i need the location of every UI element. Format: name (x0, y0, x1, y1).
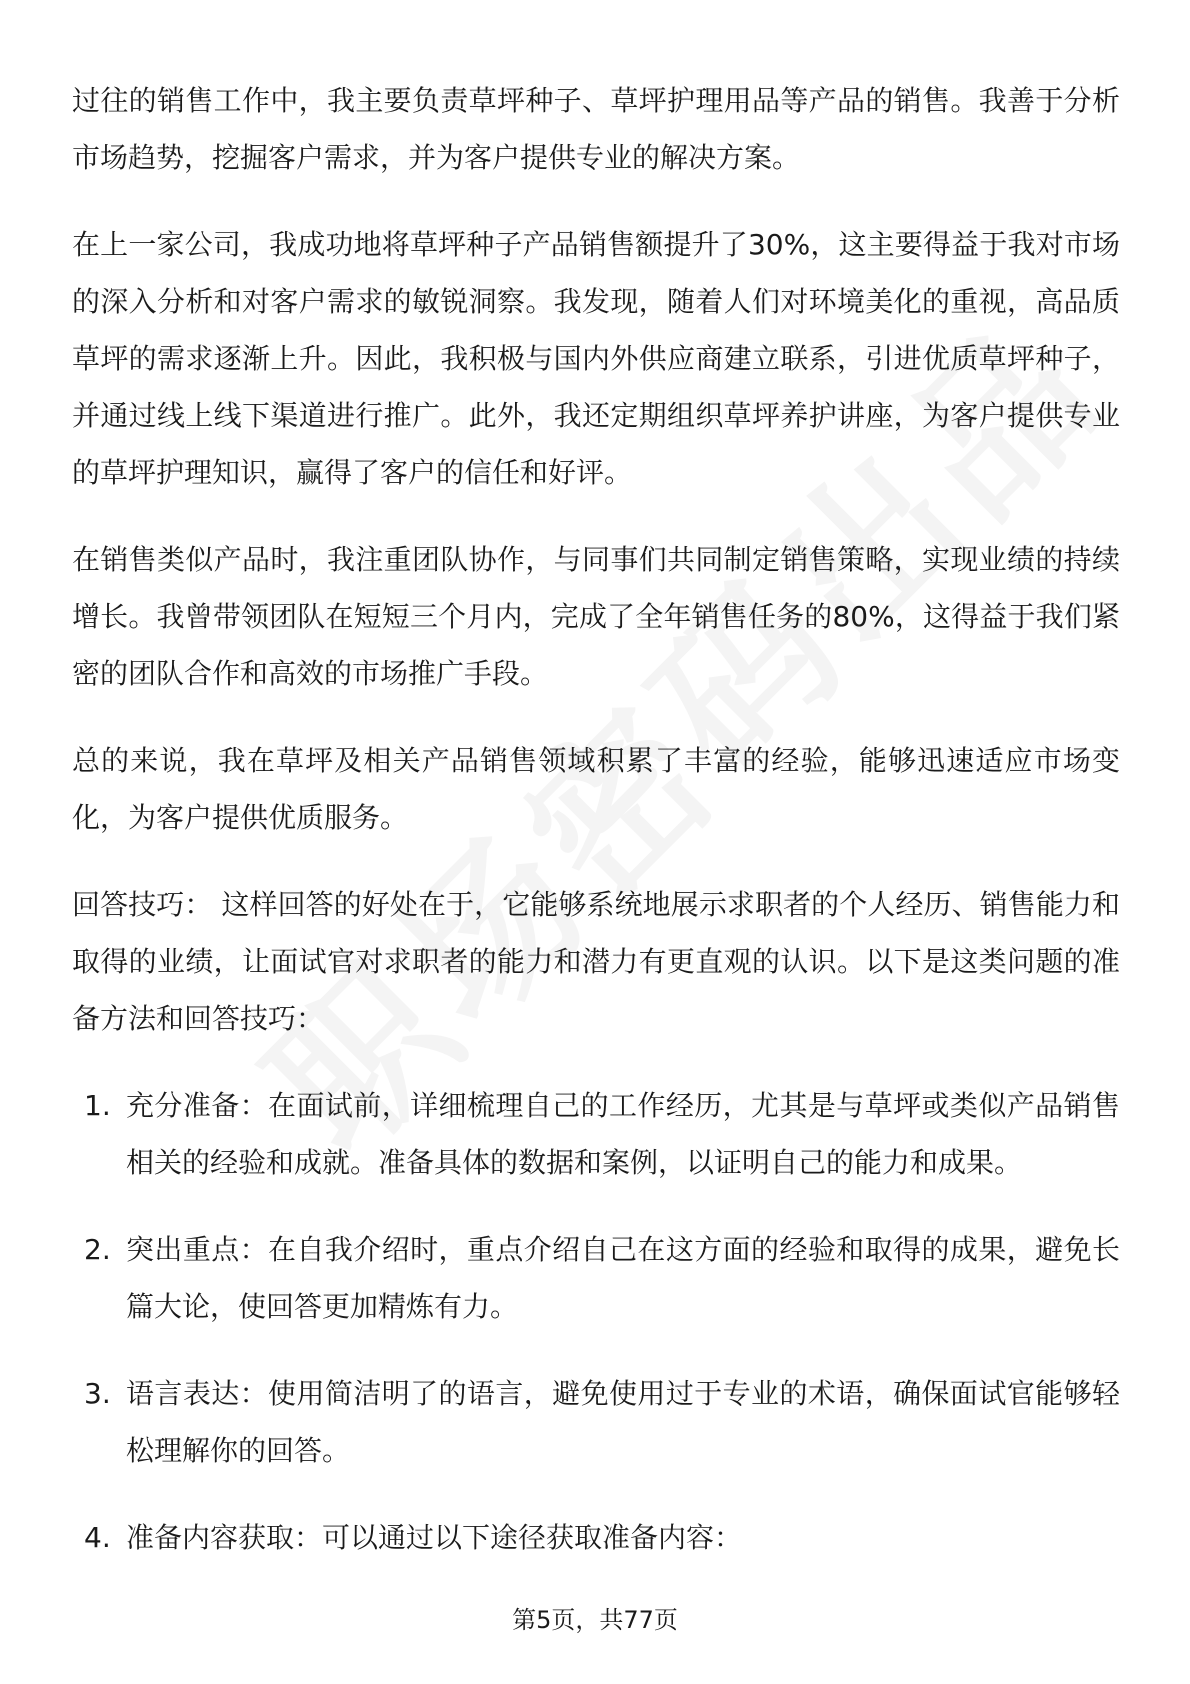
tips-list (72, 1077, 1120, 1566)
list-item-text: 充分准备：在面试前，详细梳理自己的工作经历，尤其是与草坪或类似产品销售相关的经验和成就。准备具体的数据和案例，以证明自己的能力和成果。 (126, 1089, 1120, 1179)
list-item-text: 语言表达：使用简洁明了的语言，避免使用过于专业的术语，确保面试官能够轻松理解你的回答。 (126, 1377, 1120, 1467)
paragraph-summary: 总的来说，我在草坪及相关产品销售领域积累了丰富的经验，能够迅速适应市场变化，为客户提供优质服务。 (72, 744, 1120, 834)
list-item-text: 准备内容获取：可以通过以下途径获取准备内容： (126, 1521, 743, 1554)
list-item (72, 1077, 1120, 1191)
list-item-number: 2. (84, 1233, 111, 1266)
list-item-number: 4. (84, 1521, 111, 1554)
paragraph-teamwork: 在销售类似产品时，我注重团队协作，与同事们共同制定销售策略，实现业绩的持续增长。我曾带领团队在短短三个月内，完成了全年销售任务的80%，这得益于我们紧密的团队合作和高效的市场推广手段。 (72, 543, 1120, 690)
list-item (72, 1365, 1120, 1479)
list-item-number: 3. (84, 1377, 111, 1410)
page-footer: 第5页，共77页 (512, 1606, 678, 1634)
paragraph-answer-tips: 回答技巧： 这样回答的好处在于，它能够系统地展示求职者的个人经历、销售能力和取得的业绩，让面试官对求职者的能力和潜力有更直观的认识。以下是这类问题的准备方法和回答技巧： (72, 888, 1120, 1035)
paragraph-previous-company: 在上一家公司，我成功地将草坪种子产品销售额提升了30%，这主要得益于我对市场的深入分析和对客户需求的敏锐洞察。我发现，随着人们对环境美化的重视，高品质草坪的需求逐渐上升。因此，我积极与国内外供应商建立联系，引进优质草坪种子，并通过线上线下渠道进行推广。此外，我还定期组织草坪养护讲座，为客户提供专业的草坪护理知识，赢得了客户的信任和好评。 (72, 228, 1120, 489)
list-item (72, 1509, 1120, 1566)
list-item-text: 突出重点：在自我介绍时，重点介绍自己在这方面的经验和取得的成果，避免长篇大论，使回答更加精炼有力。 (126, 1233, 1120, 1323)
list-item-number: 1. (84, 1089, 111, 1122)
paragraph-sales-experience: 过往的销售工作中，我主要负责草坪种子、草坪护理用品等产品的销售。我善于分析市场趋势，挖掘客户需求，并为客户提供专业的解决方案。 (72, 84, 1120, 174)
list-item (72, 1221, 1120, 1335)
document-body (72, 72, 1120, 1596)
